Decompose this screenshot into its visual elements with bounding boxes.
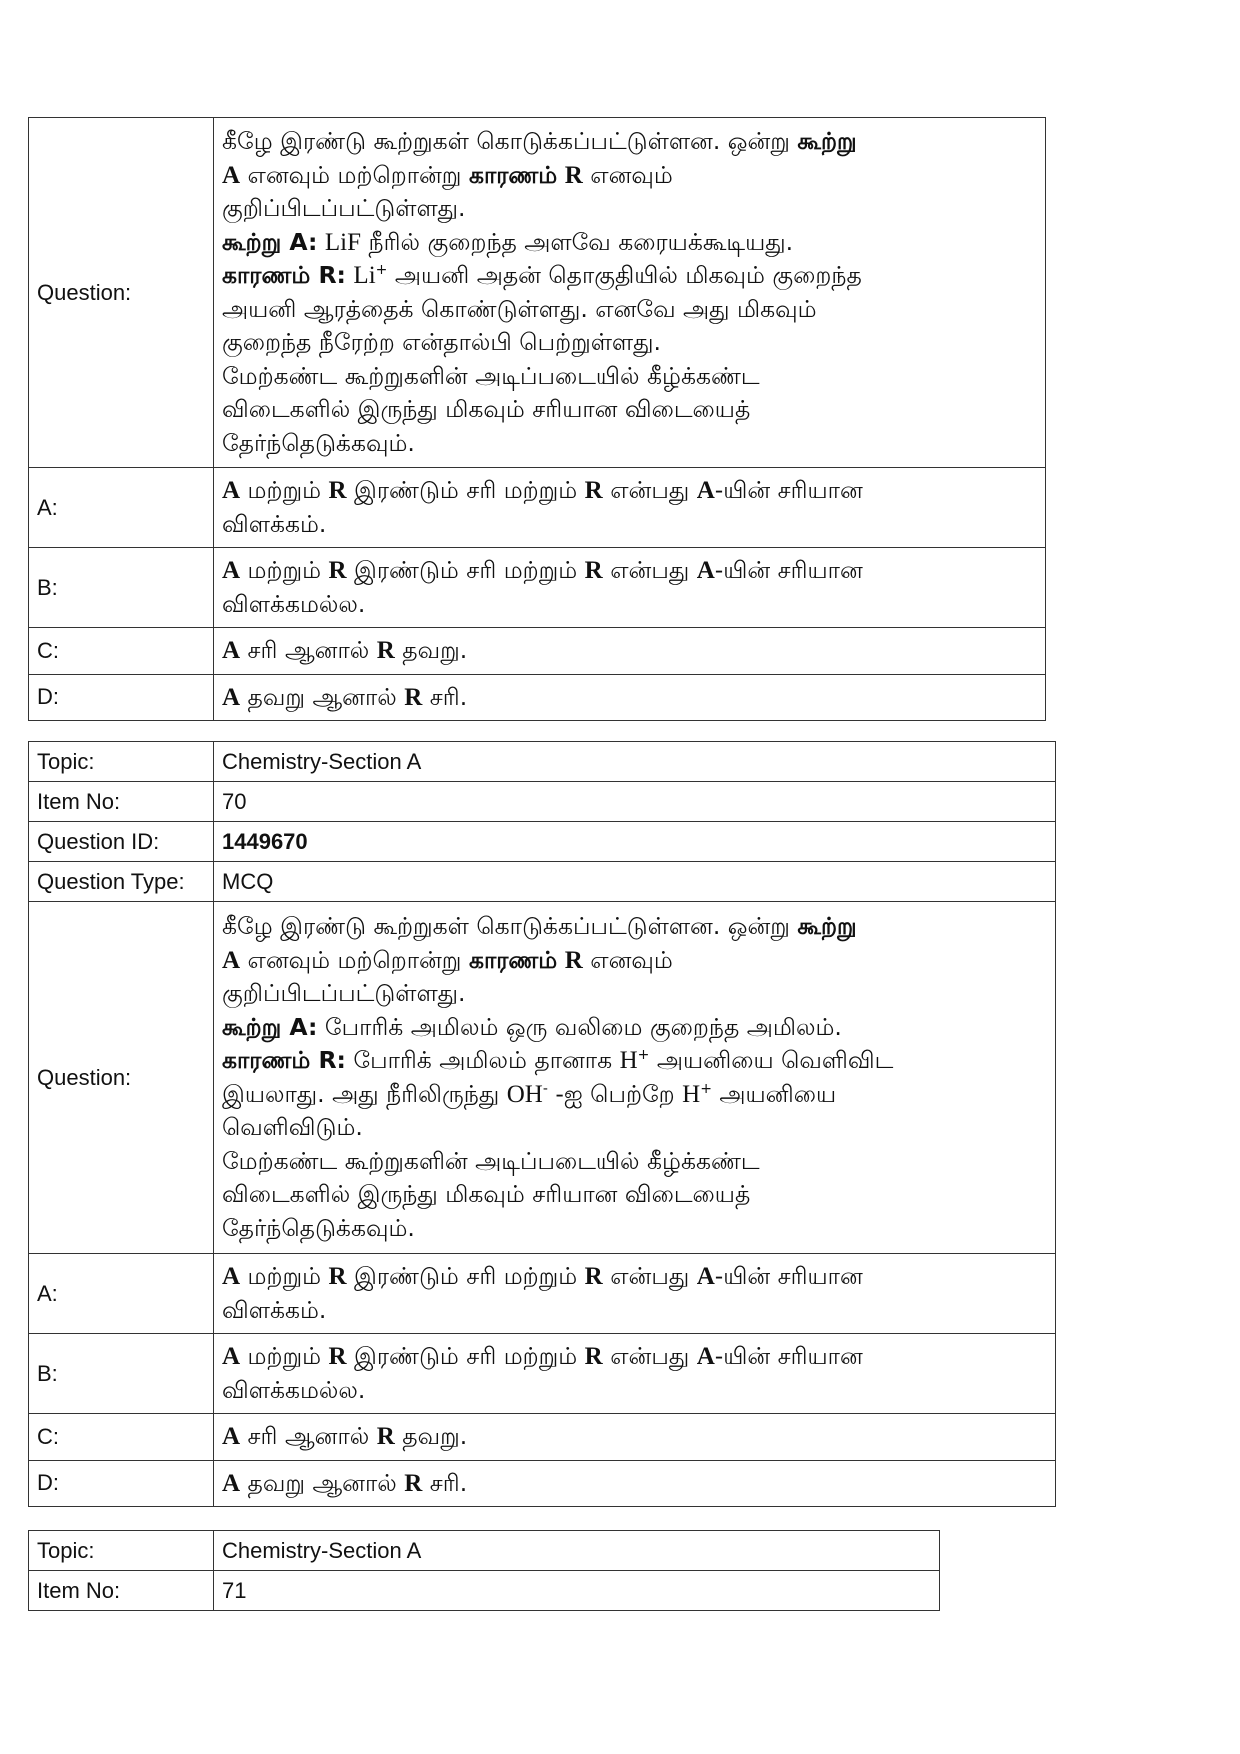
question-id-value: 1449670 (214, 822, 1056, 862)
item-no-label: Item No: (29, 1571, 214, 1611)
question-table-71 (28, 1530, 940, 1611)
topic-value: Chemistry-Section A (214, 1531, 940, 1571)
question-table-70 (28, 741, 1056, 1507)
item-no-label: Item No: (29, 782, 214, 822)
question-label: Question: (29, 902, 214, 1254)
option-b-label: B: (29, 1334, 214, 1414)
option-b-text: A மற்றும் R இரண்டும் சரி மற்றும் R என்பது A-யின் சரியான விளக்கமல்ல. (214, 1334, 1056, 1414)
question-id-label: Question ID: (29, 822, 214, 862)
option-d-text: A தவறு ஆனால் R சரி. (214, 674, 1046, 721)
question-text: கீழே இரண்டு கூற்றுகள் கொடுக்கப்பட்டுள்ளன. ஒன்று கூற்று A எனவும் மற்றொன்று காரணம் R எனவும் குறிப்பிடப்பட்டுள்ளது. கூற்று A: போரிக் அமிலம் ஒரு வலிமை குறைந்த அமிலம். காரணம் R: போரிக் அமிலம் தானாக H+ அயனியை வெளிவிட இயலாது. அது நீரிலிருந்து OH- -ஐ பெற்றே H+ அயனியை வெளிவிடும். மேற்கண்ட கூற்றுகளின் அடிப்படையில் கீழ்க்கண்ட விடைகளில் இருந்து மிகவும் சரியான விடையைத் தேர்ந்தெடுக்கவும். (214, 902, 1056, 1254)
question-text: கீழே இரண்டு கூற்றுகள் கொடுக்கப்பட்டுள்ளன. ஒன்று கூற்று A எனவும் மற்றொன்று காரணம் R எனவும் குறிப்பிடப்பட்டுள்ளது. கூற்று A: LiF நீரில் குறைந்த அளவே கரையக்கூடியது. காரணம் R: Li+ அயனி அதன் தொகுதியில் மிகவும் குறைந்த அயனி ஆரத்தைக் கொண்டுள்ளது. எனவே அது மிகவும் குறைந்த நீரேற்ற என்தால்பி பெற்றுள்ளது. மேற்கண்ட கூற்றுகளின் அடிப்படையில் கீழ்க்கண்ட விடைகளில் இருந்து மிகவும் சரியான விடையைத் தேர்ந்தெடுக்கவும். (214, 118, 1046, 468)
option-a-text: A மற்றும் R இரண்டும் சரி மற்றும் R என்பது A-யின் சரியான விளக்கம். (214, 468, 1046, 548)
option-d-label: D: (29, 1460, 214, 1507)
question-type-value: MCQ (214, 862, 1056, 902)
option-d-label: D: (29, 674, 214, 721)
question-type-label: Question Type: (29, 862, 214, 902)
topic-value: Chemistry-Section A (214, 742, 1056, 782)
option-a-label: A: (29, 1254, 214, 1334)
option-a-text: A மற்றும் R இரண்டும் சரி மற்றும் R என்பது A-யின் சரியான விளக்கம். (214, 1254, 1056, 1334)
option-c-text: A சரி ஆனால் R தவறு. (214, 628, 1046, 675)
option-b-text: A மற்றும் R இரண்டும் சரி மற்றும் R என்பது A-யின் சரியான விளக்கமல்ல. (214, 548, 1046, 628)
option-c-label: C: (29, 1414, 214, 1461)
option-a-label: A: (29, 468, 214, 548)
topic-label: Topic: (29, 742, 214, 782)
item-no-value: 71 (214, 1571, 940, 1611)
option-b-label: B: (29, 548, 214, 628)
question-table-69 (28, 117, 1046, 721)
question-label: Question: (29, 118, 214, 468)
item-no-value: 70 (214, 782, 1056, 822)
option-c-text: A சரி ஆனால் R தவறு. (214, 1414, 1056, 1461)
option-c-label: C: (29, 628, 214, 675)
option-d-text: A தவறு ஆனால் R சரி. (214, 1460, 1056, 1507)
topic-label: Topic: (29, 1531, 214, 1571)
